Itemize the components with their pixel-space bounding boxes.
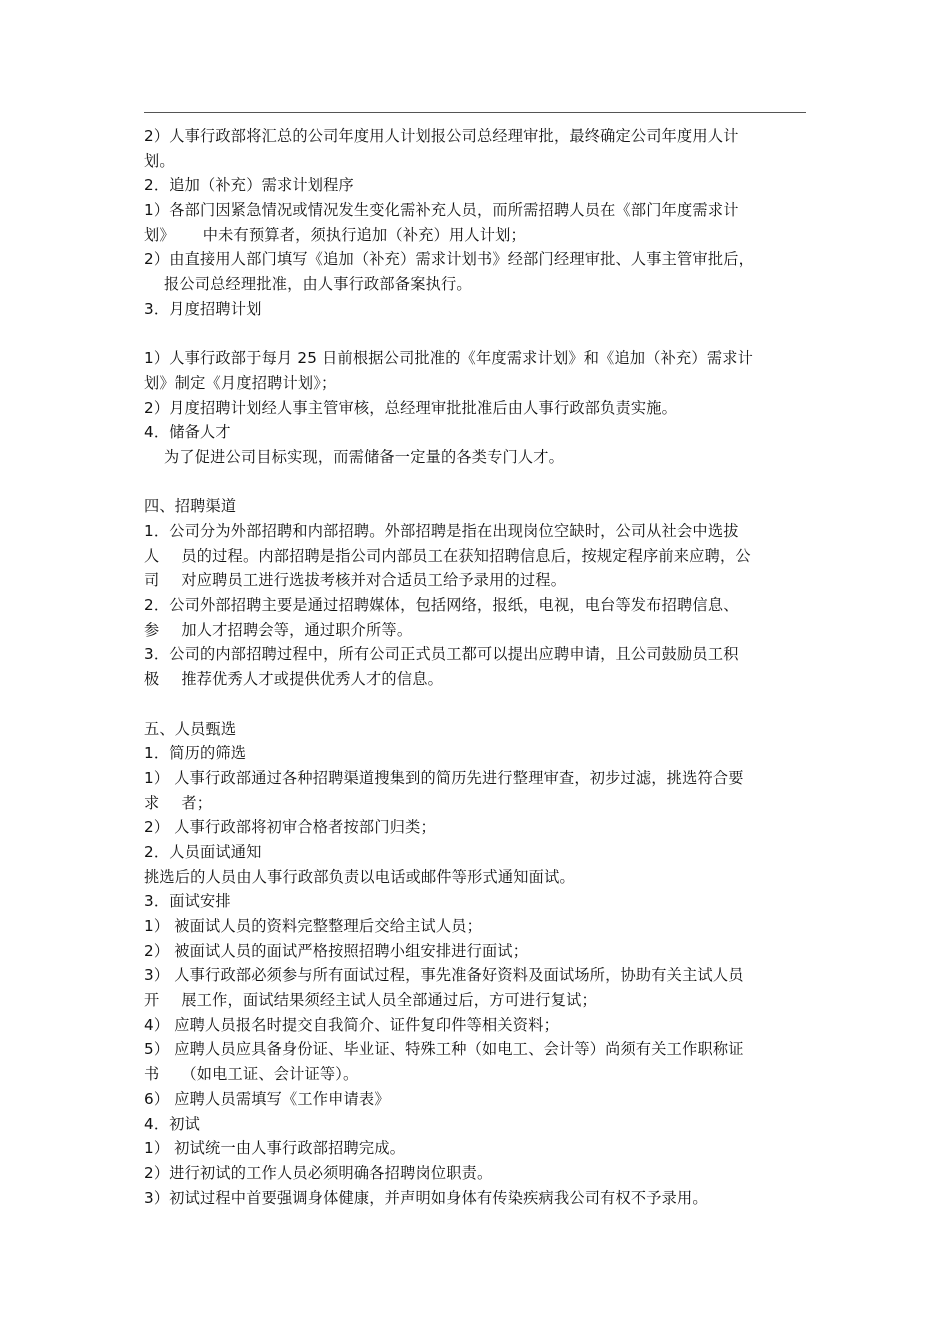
- text-fragment: （如电工证、会计证等）。: [181, 1065, 359, 1084]
- text-line: 1．公司分为外部招聘和内部招聘。外部招聘是指在出现岗位空缺时，公司从社会中选拔: [144, 522, 739, 540]
- text-line: 2）进行初试的工作人员必须明确各招聘岗位职责。: [144, 1163, 493, 1182]
- text-fragment: 人: [144, 546, 160, 565]
- text-fragment: 对应聘员工进行选拔考核并对合适员工给予录用的过程。: [181, 571, 567, 590]
- text-fragment: 开: [144, 991, 160, 1010]
- section-heading: 2．人员面试通知: [144, 842, 262, 861]
- section-heading: 3．面试安排: [144, 892, 231, 911]
- section-heading: 1．简历的筛选: [144, 744, 247, 763]
- text-fragment: 加人才招聘会等，通过职介所等。: [181, 620, 413, 639]
- section-heading: 2．追加（补充）需求计划程序: [144, 176, 354, 195]
- blank-line: [144, 692, 806, 717]
- text-line: [144, 618, 806, 643]
- text-fragment: 中未有预算者，须执行追加（补充）用人计划；: [202, 225, 526, 244]
- text-line: 2） 人事行政部将初审合格者按部门归类；: [144, 818, 436, 837]
- text-line: 4） 应聘人员报名时提交自我简介、证件复印件等相关资料；: [144, 1015, 559, 1034]
- text-line: 划。: [144, 151, 175, 170]
- text-line: 2） 被面试人员的面试严格按照招聘小组安排进行面试；: [144, 941, 529, 960]
- header-rule: [144, 112, 806, 113]
- text-line: 1）各部门因紧急情况或情况发生变化需补充人员，而所需招聘人员在《部门年度需求计: [144, 201, 739, 220]
- chapter-heading: 五、人员甄选: [144, 719, 237, 738]
- text-line: 2．公司外部招聘主要是通过招聘媒体，包括网络，报纸，电视，电台等发布招聘信息、: [144, 596, 739, 615]
- text-line: [144, 1062, 806, 1087]
- text-line: 3） 人事行政部必须参与所有面试过程，事先准备好资料及面试场所，协助有关主试人员: [144, 966, 744, 985]
- text-fragment: 司: [144, 571, 160, 590]
- text-line: [144, 223, 806, 248]
- text-line: 1） 初试统一由人事行政部招聘完成。: [144, 1139, 406, 1158]
- text-line: 1） 人事行政部通过各种招聘渠道搜集到的简历先进行整理审查，初步过滤，挑选符合要: [144, 768, 744, 787]
- text-line: 5） 应聘人员应具备身份证、毕业证、特殊工种（如电工、会计等）尚须有关工作职称证: [144, 1040, 744, 1059]
- text-line: 2）人事行政部将汇总的公司年度用人计划报公司总经理审批，最终确定公司年度用人计: [144, 127, 739, 145]
- text-fragment: 极: [144, 670, 160, 689]
- text-fragment: 推荐优秀人才或提供优秀人才的信息。: [181, 670, 443, 689]
- text-line: 2）月度招聘计划经人事主管审核，总经理审批批准后由人事行政部负责实施。: [144, 398, 678, 417]
- text-line: 3．公司的内部招聘过程中，所有公司正式员工都可以提出应聘申请，且公司鼓励员工积: [144, 645, 739, 664]
- text-fragment: 参: [144, 620, 160, 639]
- text-line: 2）由直接用人部门填写《追加（补充）需求计划书》经部门经理审批、人事主管审批后，: [144, 250, 754, 269]
- text-line: 挑选后的人员由人事行政部负责以电话或邮件等形式通知面试。: [144, 867, 575, 886]
- text-fragment: 展工作，面试结果须经主试人员全部通过后，方可进行复试；: [181, 991, 597, 1010]
- text-line: 划》制定《月度招聘计划》；: [144, 373, 337, 392]
- text-fragment: 员的过程。内部招聘是指公司内部员工在获知招聘信息后，按规定程序前来应聘，公: [181, 546, 751, 565]
- section-heading: 4．储备人才: [144, 423, 231, 442]
- text-fragment: 者；: [181, 793, 213, 812]
- text-line: [144, 568, 806, 593]
- text-line: 3）初试过程中首要强调身体健康，并声明如身体有传染疾病我公司有权不予录用。: [144, 1188, 708, 1207]
- section-heading: 3．月度招聘计划: [144, 299, 262, 318]
- text-line: 1） 被面试人员的资料完整整理后交给主试人员；: [144, 917, 483, 935]
- text-fragment: 求: [144, 793, 160, 812]
- blank-line: [144, 322, 806, 347]
- document-body: [144, 124, 806, 1210]
- text-line: [144, 667, 806, 692]
- text-line: 为了促进公司目标实现，而需储备一定量的各类专门人才。: [164, 447, 565, 466]
- text-line: [144, 544, 806, 569]
- text-fragment: 划》: [144, 225, 175, 244]
- text-line: 报公司总经理批准，由人事行政部备案执行。: [164, 275, 472, 294]
- text-line: [144, 791, 806, 816]
- text-line: 1）人事行政部于每月 25 日前根据公司批准的《年度需求计划》和《追加（补充）需求计: [144, 349, 753, 368]
- blank-line: [144, 470, 806, 495]
- chapter-heading: 四、招聘渠道: [144, 497, 237, 516]
- section-heading: 4．初试: [144, 1114, 201, 1133]
- text-fragment: 书: [144, 1065, 160, 1084]
- text-line: 6） 应聘人员需填写《工作申请表》: [144, 1089, 390, 1108]
- text-line: [144, 988, 806, 1013]
